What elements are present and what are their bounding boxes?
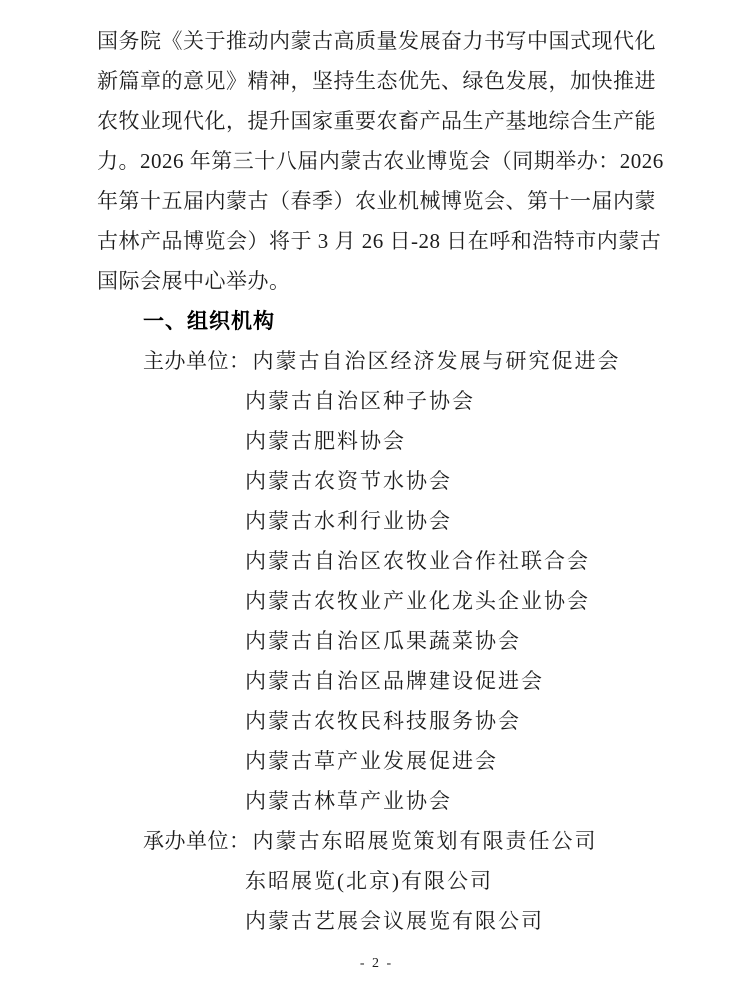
paragraph-line: 年第十五届内蒙古（春季）农业机械博览会、第十一届内蒙: [97, 189, 656, 213]
host-unit: 内蒙古自治区经济发展与研究促进会: [252, 349, 621, 373]
host-unit: 内蒙古自治区种子协会: [245, 389, 475, 413]
undertaker-unit: 东昭展览(北京)有限公司: [245, 869, 493, 893]
paragraph-line: 国务院《关于推动内蒙古高质量发展奋力书写中国式现代化: [97, 29, 656, 53]
host-unit: 内蒙古农资节水协会: [245, 469, 452, 493]
host-unit: 内蒙古自治区品牌建设促进会: [245, 669, 544, 693]
host-unit: 内蒙古肥料协会: [245, 429, 406, 453]
paragraph-line: 新篇章的意见》精神，坚持生态优先、绿色发展，加快推进: [97, 69, 656, 93]
host-unit: 内蒙古自治区瓜果蔬菜协会: [245, 629, 521, 653]
page-number: - 2 -: [359, 956, 394, 971]
host-unit: 内蒙古农牧业产业化龙头企业协会: [245, 589, 590, 613]
host-units-row: [143, 341, 657, 381]
host-unit: 内蒙古农牧民科技服务协会: [245, 709, 521, 733]
section-heading: 一、组织机构: [143, 309, 275, 333]
host-unit: 内蒙古水利行业协会: [245, 509, 452, 533]
host-unit: 内蒙古草产业发展促进会: [245, 749, 498, 773]
undertaker-units-row: [143, 821, 657, 861]
paragraph-line: 古林产品博览会）将于 3 月 26 日-28 日在呼和浩特市内蒙古: [97, 229, 662, 253]
paragraph-line: 农牧业现代化，提升国家重要农畜产品生产基地综合生产能: [97, 109, 656, 133]
undertaker-unit: 内蒙古艺展会议展览有限公司: [245, 909, 544, 933]
document-body: [97, 21, 664, 941]
host-label: 主办单位：: [143, 349, 251, 373]
undertaker-unit: 内蒙古东昭展览策划有限责任公司: [252, 829, 598, 853]
host-unit: 内蒙古林草产业协会: [245, 789, 452, 813]
host-unit: 内蒙古自治区农牧业合作社联合会: [245, 549, 590, 573]
paragraph-line: 国际会展中心举办。: [97, 269, 291, 293]
undertaker-label: 承办单位：: [143, 829, 251, 853]
paragraph-line: 力。2026 年第三十八届内蒙古农业博览会（同期举办：2026: [97, 149, 664, 173]
